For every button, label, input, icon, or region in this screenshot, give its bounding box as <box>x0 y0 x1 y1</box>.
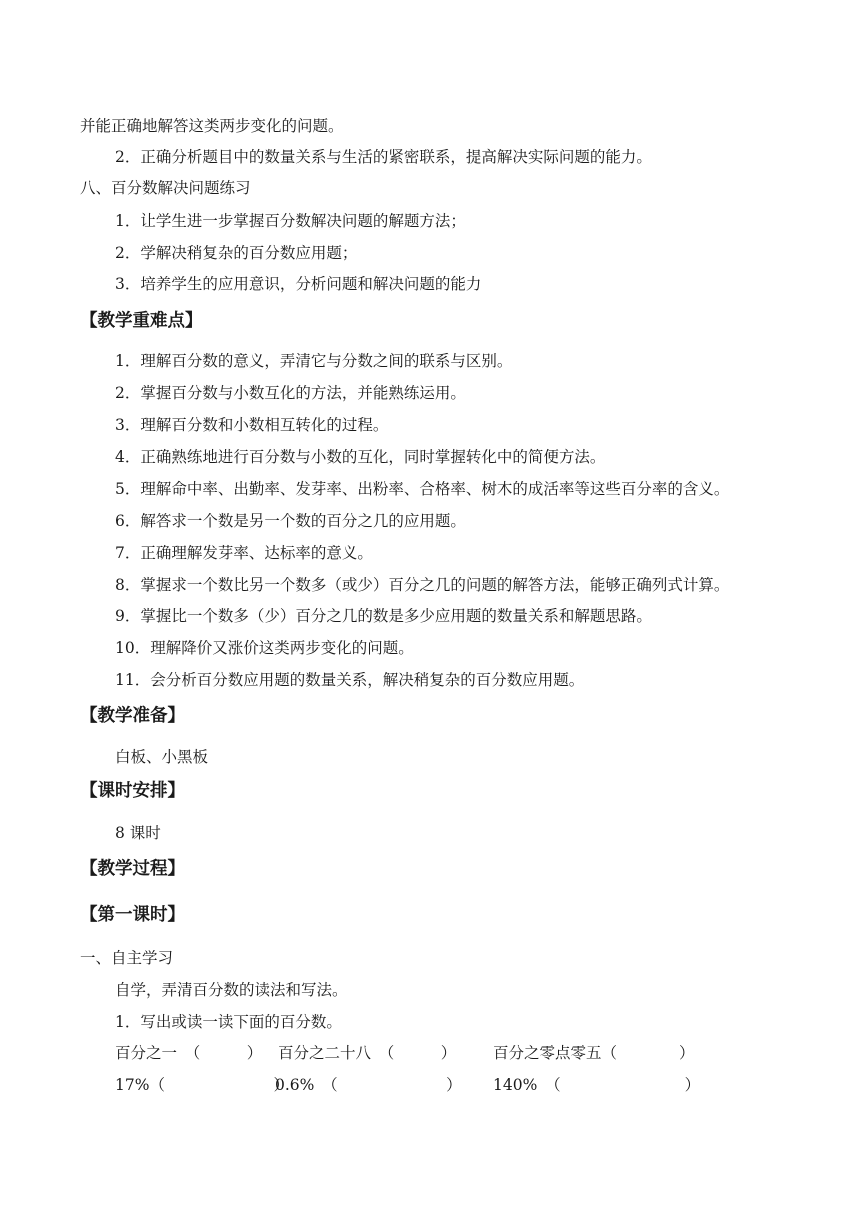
percent-item-6: 140% （ ） <box>493 1076 701 1094</box>
preparation-text: 白板、小黑板 <box>115 748 209 766</box>
percent-item-4: 17%（ ） <box>115 1076 289 1094</box>
key-point-8: 8．掌握求一个数比另一个数多（或少）百分之几的问题的解答方法，能够正确列式计算。 <box>115 576 730 594</box>
percent-item-1: 百分之一 （ ） <box>115 1044 263 1062</box>
section-8-item-3: 3．培养学生的应用意识，分析问题和解决问题的能力 <box>115 275 482 293</box>
intro-line-1: 并能正确地解答这类两步变化的问题。 <box>80 117 344 135</box>
key-point-1: 1．理解百分数的意义，弄清它与分数之间的联系与区别。 <box>115 352 513 370</box>
key-point-10: 10．理解降价又涨价这类两步变化的问题。 <box>115 639 414 657</box>
schedule-heading: 【课时安排】 <box>80 781 185 801</box>
lesson-1-task: 1．写出或读一读下面的百分数。 <box>115 1013 342 1031</box>
key-point-5: 5．理解命中率、出勤率、发芽率、出粉率、合格率、树木的成活率等这些百分率的含义。 <box>115 480 730 498</box>
percent-item-5: 0.6% （ ） <box>275 1076 462 1094</box>
key-points-heading: 【教学重难点】 <box>80 311 203 331</box>
key-point-9: 9．掌握比一个数多（少）百分之几的数是多少应用题的数量关系和解题思路。 <box>115 607 652 625</box>
percent-item-2: 百分之二十八 （ ） <box>278 1044 457 1062</box>
intro-line-2: 2．正确分析题目中的数量关系与生活的紧密联系，提高解决实际问题的能力。 <box>115 148 652 166</box>
key-point-4: 4．正确熟练地进行百分数与小数的互化，同时掌握转化中的简便方法。 <box>115 448 606 466</box>
section-8-title: 八、百分数解决问题练习 <box>80 179 251 197</box>
section-8-item-1: 1．让学生进一步掌握百分数解决问题的解题方法； <box>115 212 466 230</box>
key-point-7: 7．正确理解发芽率、达标率的意义。 <box>115 544 373 562</box>
key-point-11: 11．会分析百分数应用题的数量关系，解决稍复杂的百分数应用题。 <box>115 671 585 689</box>
lesson-1-section-title: 一、自主学习 <box>80 949 174 967</box>
schedule-text: 8 课时 <box>115 824 161 842</box>
percent-item-3: 百分之零点零五（ ） <box>493 1044 695 1062</box>
section-8-item-2: 2．学解决稍复杂的百分数应用题； <box>115 244 358 262</box>
key-point-6: 6．解答求一个数是另一个数的百分之几的应用题。 <box>115 512 466 530</box>
lesson-1-intro: 自学，弄清百分数的读法和写法。 <box>115 981 348 999</box>
process-heading: 【教学过程】 <box>80 859 185 879</box>
key-point-3: 3．理解百分数和小数相互转化的过程。 <box>115 416 389 434</box>
key-point-2: 2．掌握百分数与小数互化的方法，并能熟练运用。 <box>115 384 466 402</box>
lesson-1-heading: 【第一课时】 <box>80 905 185 925</box>
preparation-heading: 【教学准备】 <box>80 706 185 726</box>
